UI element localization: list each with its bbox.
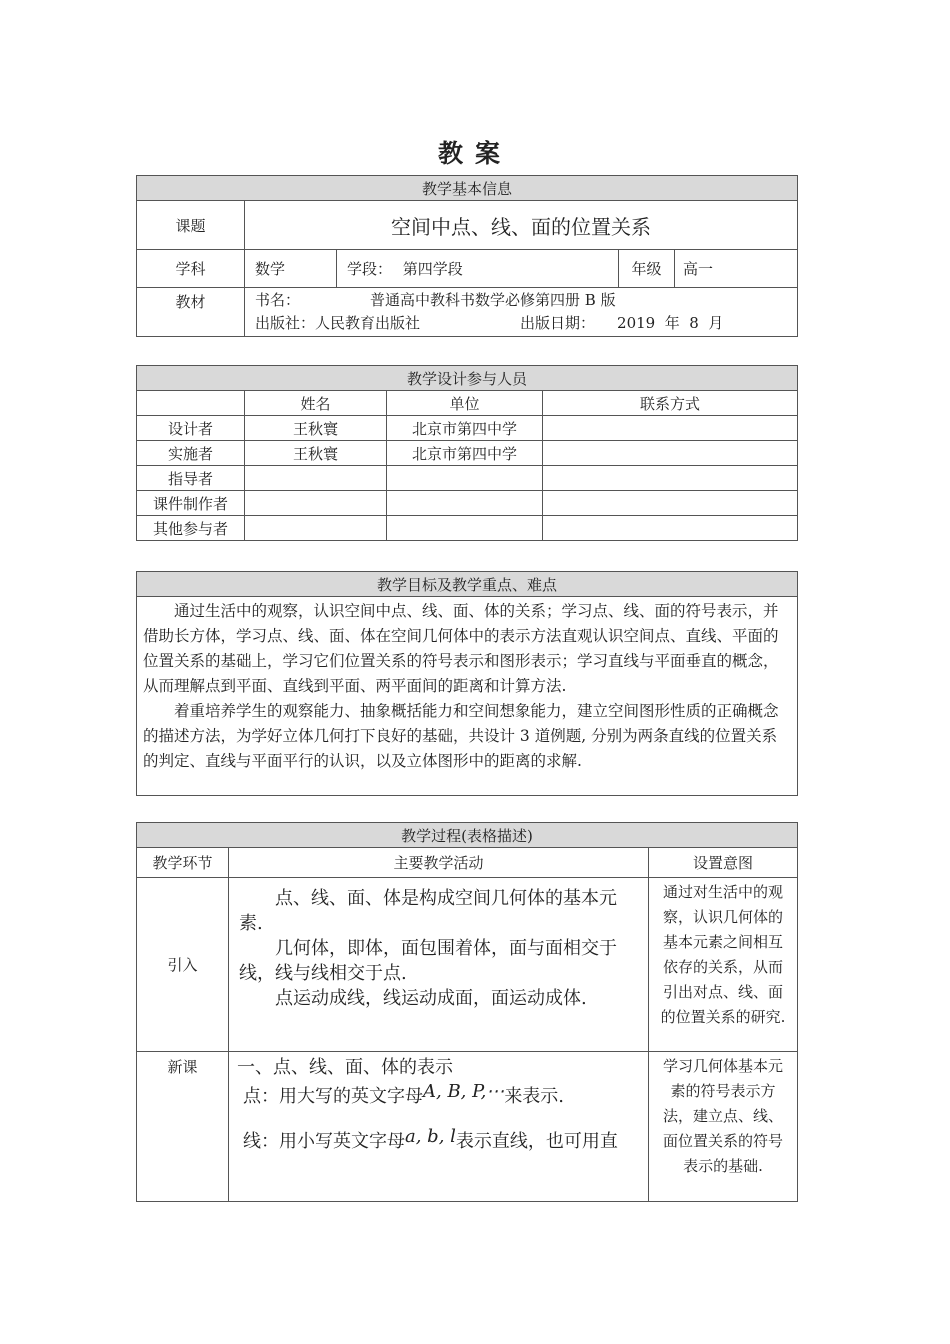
process-col-stage: 教学环节 xyxy=(137,848,229,878)
new-purpose-cell xyxy=(649,1052,798,1202)
team-unit xyxy=(387,516,543,541)
team-col-unit: 单位 xyxy=(387,391,543,416)
date-value: 2019 年 8 月 xyxy=(617,314,724,332)
team-role: 其他参与者 xyxy=(137,516,245,541)
new-activity xyxy=(229,1052,649,1202)
team-contact xyxy=(543,441,798,466)
team-role: 指导者 xyxy=(137,466,245,491)
topic-value: 空间中点、线、面的位置关系 xyxy=(245,201,798,250)
team-contact xyxy=(543,491,798,516)
intro-stage: 引入 xyxy=(137,878,229,1052)
point-notation xyxy=(237,1081,640,1109)
new-stage: 新课 xyxy=(137,1052,229,1202)
stage-value: 第四学段 xyxy=(402,260,463,278)
team-name xyxy=(245,516,387,541)
team-role: 课件制作者 xyxy=(137,491,245,516)
intro-activity-line: 点运动成线，线运动成面，面运动成体. xyxy=(275,988,587,1009)
date-label: 出版日期： xyxy=(520,314,596,332)
book-value: 普通高中教科书数学必修第四册 B 版 xyxy=(370,291,616,309)
book-label: 书名： xyxy=(255,291,301,309)
basic-info-table xyxy=(136,175,798,337)
team-table xyxy=(136,365,798,541)
team-name xyxy=(245,491,387,516)
line-notation-text: 线：用小写英文字母 xyxy=(243,1131,405,1152)
team-contact xyxy=(543,516,798,541)
goals-table xyxy=(136,571,798,796)
team-name: 王秋寰 xyxy=(245,416,387,441)
team-row xyxy=(137,416,798,441)
goals-header: 教学目标及教学重点、难点 xyxy=(137,572,798,597)
process-col-activity: 主要教学活动 xyxy=(229,848,649,878)
point-notation-text-end: 来表示. xyxy=(504,1086,565,1107)
publisher-value: 人民教育出版社 xyxy=(315,314,421,332)
process-col-purpose: 设置意图 xyxy=(649,848,798,878)
goals-paragraph: 通过生活中的观察，认识空间中点、线、面、体的关系；学习点、线、面的符号表示，并借助长方体，学习点、线、面、体在空间几何体中的表示方法直观认识空间点、直线、平面的位置关系的基础上，学习它们位置关系的符号表示和图形表示；学习直线与平面垂直的概念，从而理解点到平面、直线到平面、两平面间的距离和计算方法. xyxy=(143,602,779,695)
stage-label: 学段： xyxy=(347,260,393,278)
intro-activity xyxy=(229,878,649,1052)
team-corner xyxy=(137,391,245,416)
new-purpose: 学习几何体基本元素的符号表示方法，建立点、线、面位置关系的符号表示的基础. xyxy=(662,1057,783,1175)
team-col-contact: 联系方式 xyxy=(543,391,798,416)
point-notation-math: A, B, P,⋯ xyxy=(423,1081,505,1102)
team-unit xyxy=(387,491,543,516)
point-notation-text: 点：用大写的英文字母 xyxy=(243,1086,423,1107)
stage-cell xyxy=(337,250,619,288)
goals-body xyxy=(137,597,798,796)
grade-value: 高一 xyxy=(675,250,798,288)
team-row xyxy=(137,491,798,516)
intro-purpose: 通过对生活中的观察，认识几何体的基本元素之间相互依存的关系，从而引出对点、线、面的位置关系的研究. xyxy=(660,883,786,1026)
grade-label: 年级 xyxy=(619,250,675,288)
team-contact xyxy=(543,416,798,441)
team-row xyxy=(137,516,798,541)
line-notation-math: a, b, l xyxy=(405,1126,456,1147)
intro-activity-line: 几何体，即体，面包围着体，面与面相交于线，线与线相交于点. xyxy=(239,938,617,984)
team-name xyxy=(245,466,387,491)
intro-activity-line: 点、线、面、体是构成空间几何体的基本元素. xyxy=(239,888,617,934)
team-header: 教学设计参与人员 xyxy=(137,366,798,391)
line-notation-text-end: 表示直线，也可用直 xyxy=(455,1131,618,1152)
goals-paragraph: 着重培养学生的观察能力、抽象概括能力和空间想象能力，建立空间图形性质的正确概念的描述方法，为学好立体几何打下良好的基础，共设计 3 道例题, 分别为两条直线的位置关系的判定、直线与平面平行的认识，以及立体图形中的距离的求解. xyxy=(143,702,779,770)
textbook-label: 教材 xyxy=(137,288,245,337)
document-title: 教案 xyxy=(437,139,512,168)
team-role: 设计者 xyxy=(137,416,245,441)
team-col-name: 姓名 xyxy=(245,391,387,416)
intro-purpose-cell xyxy=(649,878,798,1052)
basic-info-header: 教学基本信息 xyxy=(137,176,798,201)
subject-label: 学科 xyxy=(137,250,245,288)
team-role: 实施者 xyxy=(137,441,245,466)
team-unit: 北京市第四中学 xyxy=(387,441,543,466)
publisher-label: 出版社： xyxy=(255,314,316,332)
team-name: 王秋寰 xyxy=(245,441,387,466)
process-header: 教学过程(表格描述) xyxy=(137,823,798,848)
team-contact xyxy=(543,466,798,491)
process-table xyxy=(136,822,798,1202)
textbook-cell xyxy=(245,288,798,337)
team-row xyxy=(137,466,798,491)
team-unit: 北京市第四中学 xyxy=(387,416,543,441)
topic-label: 课题 xyxy=(137,201,245,250)
process-row-intro xyxy=(137,878,798,1052)
line-notation xyxy=(237,1126,640,1154)
team-unit xyxy=(387,466,543,491)
subject-value: 数学 xyxy=(245,250,337,288)
new-heading: 一、点、线、面、体的表示 xyxy=(237,1057,453,1078)
process-row-new xyxy=(137,1052,798,1202)
team-row xyxy=(137,441,798,466)
